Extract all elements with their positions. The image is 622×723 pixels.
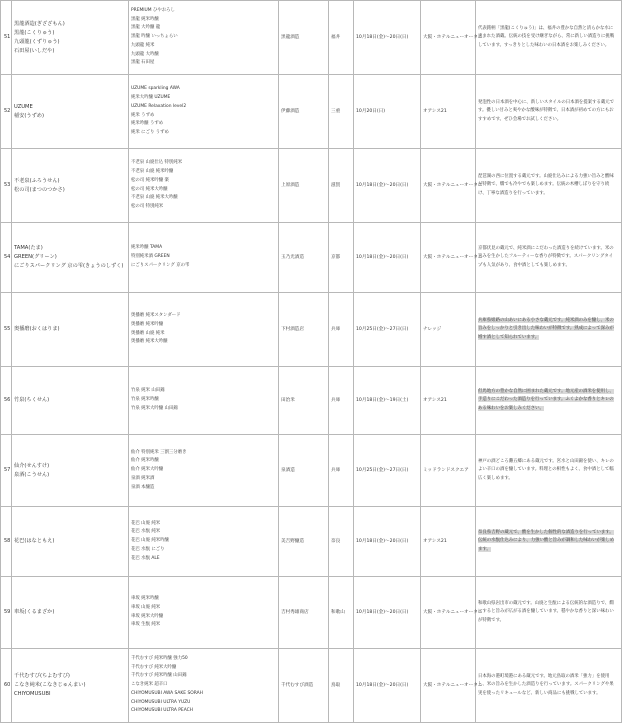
product-name: 花巴 水酛 にごり — [131, 546, 165, 552]
brand-name: 九頭龍(くずりゅう) — [14, 38, 60, 45]
product-name: 黒龍 大吟醸 龍 — [131, 25, 161, 31]
product-name: UZUME Relaxation level2 — [131, 103, 187, 109]
row-number: 52 — [1, 75, 12, 149]
product-name: 花巴 水酛 純米 — [131, 529, 161, 535]
product-name: 車坂 山廃 純米 — [131, 604, 161, 610]
description-text: 京都伏見の蔵元で、純米酒にこだわった酒造りを続けています。米の旨みを生かしたフルーティーな香りが特徴です。スパークリングタイプも人気があり、食中酒としても楽しめます。 — [478, 245, 614, 268]
table-row — [1, 1, 622, 75]
brand-name: 千代むすび(ちよむすび) — [14, 673, 70, 679]
brand-name: 車坂(くるまざか) — [14, 609, 55, 615]
venue: 大阪・ホテルニューオータニ — [421, 149, 476, 223]
product-name: 黒龍 吟醸 いっちょらい — [131, 34, 178, 40]
brand-names — [12, 293, 129, 367]
product-name: 奥播磨 純米スタンダード — [131, 313, 181, 319]
description-text: 日本海の港町境港にある蔵元です。地元鳥取の酒米「強力」を使用し、米の旨みを生かした酒造りを行っています。スパークリングや果実を使ったリキュールなど、新しい商品にも挑戦しています。 — [478, 673, 614, 696]
prefecture: 京都 — [329, 223, 354, 293]
table-row — [1, 367, 622, 435]
brand-name: 花巴(はなともえ) — [14, 538, 55, 544]
product-list — [129, 367, 279, 435]
product-name: 特別純米酒 GREEN — [131, 254, 170, 260]
product-name: 奥播磨 山廃 純米 — [131, 330, 165, 336]
table-row — [1, 577, 622, 649]
product-name: 仙介 特別純米 三割三分磨き — [131, 449, 187, 455]
product-name: 純米吟醸 うずめ — [131, 121, 164, 127]
brewery-name: 下村酒造店 — [279, 293, 329, 367]
product-name: 純米大吟醸 UZUME — [131, 95, 171, 101]
brand-name: こなき純米(こなきじゅんまい) — [14, 682, 86, 688]
product-name: UZUME sparkling AWA — [131, 86, 180, 92]
brewery-name: 田治米 — [279, 367, 329, 435]
product-name: 花巴 山廃 純米吟醸 — [131, 538, 169, 544]
brewery-description — [476, 507, 622, 577]
product-list — [129, 507, 279, 577]
venue: ミッドランドスクエア — [421, 435, 476, 507]
brewery-name: 上原酒造 — [279, 149, 329, 223]
prefecture: 鳥取 — [329, 649, 354, 723]
prefecture: 奈良 — [329, 507, 354, 577]
event-dates: 10月18日(金)〜20日(日) — [354, 649, 421, 723]
product-name: 千代むすび 純米吟醸 山田錦 — [131, 673, 187, 679]
description-text: 発泡性の日本酒を中心に、新しいスタイルの日本酒を提案する蔵元です。優しい甘みと爽やかな酸味が特徴で、日本酒が初めての方にもおすすめです。ぜひ会場でお試しください。 — [478, 99, 615, 122]
row-number: 53 — [1, 149, 12, 223]
brand-name: 泉酒(こうせん) — [14, 471, 50, 478]
brand-names — [12, 367, 129, 435]
product-name: 松の司 特別純米 — [131, 203, 164, 209]
product-name: 奥播磨 純米吟醸 — [131, 321, 164, 327]
product-name: CHIYOMUSUBI ULTRA PEACH — [131, 708, 193, 714]
table-row — [1, 435, 622, 507]
brewery-name: 泉酒造 — [279, 435, 329, 507]
product-name: 純米吟醸 TAMA — [131, 245, 163, 251]
row-number: 54 — [1, 223, 12, 293]
prefecture: 福井 — [329, 1, 354, 75]
venue: 大阪・ホテルニューオータニ — [421, 1, 476, 75]
product-name: 黒龍 石田屋 — [131, 60, 155, 66]
brand-names — [12, 507, 129, 577]
highlighted-description: 兵庫県姫路の山あいにある小さな蔵元です。純米酒のみを醸し、米の旨みをしっかりと引き出した味わいが特徴です。熟成によって深みが増す酒として知られています。 — [478, 317, 614, 340]
event-dates: 10月18日(金)〜20日(日) — [354, 1, 421, 75]
brand-names — [12, 75, 129, 149]
prefecture: 兵庫 — [329, 367, 354, 435]
product-name: 泉酒 本醸造 — [131, 484, 155, 490]
brand-names — [12, 1, 129, 75]
brand-name: GREEN(グリーン) — [14, 254, 57, 260]
description-text: 和歌山県岩出市の蔵元です。山廃と生酛による伝統的な酒造りで、燗にすると旨みが広がる酒を醸しています。穏やかな香りと深い味わいが特徴です。 — [478, 600, 614, 623]
row-number: 59 — [1, 577, 12, 649]
brand-name: UZUME — [14, 103, 33, 110]
table-row — [1, 293, 622, 367]
brand-names — [12, 223, 129, 293]
event-dates: 10月25日(金)〜27日(日) — [354, 435, 421, 507]
brewery-description — [476, 577, 622, 649]
prefecture: 三重 — [329, 75, 354, 149]
product-list — [129, 223, 279, 293]
product-name: 花巴 水酛 ALE — [131, 555, 160, 561]
brand-name: 奥播磨(おくはりま) — [14, 326, 60, 332]
product-name: CHIYOMUSUBI ULTRA YUZU — [131, 699, 191, 705]
event-dates: 10月18日(金)〜20日(日) — [354, 507, 421, 577]
prefecture: 兵庫 — [329, 435, 354, 507]
brand-name: 黒龍酒造(ぎざざもん) — [14, 20, 65, 27]
product-name: 黒龍 純米吟醸 — [131, 16, 159, 22]
brewery-name: 黒龍酒造 — [279, 1, 329, 75]
brand-name: 石田屋(いしだや) — [14, 47, 55, 54]
brewery-description — [476, 1, 622, 75]
venue: ナレッジ — [421, 293, 476, 367]
product-list — [129, 293, 279, 367]
row-number: 51 — [1, 1, 12, 75]
product-name: PREMIUM ひやおろし — [131, 8, 175, 14]
product-name: 不老泉 山廃仕込 特別純米 — [131, 160, 183, 166]
event-dates: 10月18日(金)〜20日(日) — [354, 577, 421, 649]
brand-name: 仙介(せんすけ) — [14, 462, 50, 469]
brewery-description — [476, 367, 622, 435]
product-name: CHIYOMUSUBI AWA SAKE SORAH — [131, 690, 203, 696]
product-name: 九頭龍 大吟醸 — [131, 51, 159, 57]
brand-name: 不老泉(ふろうせん) — [14, 177, 60, 184]
product-name: にごりスパークリング 京の雫 — [131, 262, 190, 268]
event-dates: 10月18日(金)〜20日(日) — [354, 149, 421, 223]
product-name: 車坂 純米大吟醸 — [131, 613, 164, 619]
brewery-description — [476, 223, 622, 293]
row-number: 56 — [1, 367, 12, 435]
brand-names — [12, 149, 129, 223]
row-number: 55 — [1, 293, 12, 367]
event-dates: 10月25日(金)〜27日(日) — [354, 293, 421, 367]
brand-names — [12, 577, 129, 649]
product-name: 松の司 純米吟醸 楽 — [131, 177, 169, 183]
brand-name: TAMA(たま) — [14, 245, 43, 251]
prefecture: 滋賀 — [329, 149, 354, 223]
product-list — [129, 649, 279, 723]
description-text: 琵琶湖の西に位置する蔵元です。山廃仕込みによる力強い旨みと酸味が特徴で、燗でも冷やでも楽しめます。伝統の木槽しぼりを守り続け、丁寧な酒造りを行っています。 — [478, 173, 614, 196]
brewery-description — [476, 649, 622, 723]
table-row — [1, 507, 622, 577]
brand-name: CHIYOMUSUBI — [14, 691, 51, 697]
table-row — [1, 649, 622, 723]
product-list — [129, 75, 279, 149]
product-name: 純米 うずめ — [131, 112, 155, 118]
brand-name: 黒龍(こくりゅう) — [14, 29, 55, 36]
brand-names — [12, 649, 129, 723]
product-name: 竹泉 純米吟醸 — [131, 397, 159, 403]
product-name: 奥播磨 純米大吟醸 — [131, 339, 168, 345]
venue: 大阪・ホテルニューオータニ — [421, 649, 476, 723]
brand-name: 竹泉(ちくせん) — [14, 397, 50, 403]
brewery-name: 美吉野醸造 — [279, 507, 329, 577]
product-name: 泉酒 純米酒 — [131, 475, 155, 481]
venue: オアシス21 — [421, 507, 476, 577]
brand-names — [12, 435, 129, 507]
product-name: 千代むすび 純米大吟醸 — [131, 664, 177, 670]
product-name: 花巴 山廃 純米 — [131, 520, 161, 526]
venue: オアシス21 — [421, 367, 476, 435]
event-dates: 10月18日(金)〜19日(土) — [354, 367, 421, 435]
brewery-description — [476, 75, 622, 149]
description-text: 代表銘柄「黒龍(こくりゅう)」は、福井の豊かな自然と清らかな水に恵まれた酒蔵。伝統の技を受け継ぎながら、常に新しい酒造りに挑戦しています。すっきりとした味わいの日本酒をお楽しみください。 — [478, 25, 615, 48]
product-list — [129, 435, 279, 507]
description-text: 神戸の酒どころ灘五郷にある蔵元です。宮水と山田錦を使い、キレのよい辛口の酒を醸しています。料理との相性もよく、食中酒として幅広く楽しめます。 — [478, 458, 614, 481]
product-name: 竹泉 純米 山田錦 — [131, 388, 165, 394]
event-dates: 10月18日(金)〜20日(日) — [354, 223, 421, 293]
product-list — [129, 1, 279, 75]
brand-name: 稲安(うずめ) — [14, 112, 44, 119]
brewery-name: 千代むすび酒造 — [279, 649, 329, 723]
venue: 大阪・ホテルニューオータニ — [421, 223, 476, 293]
highlighted-description: 但馬地方の豊かな自然に囲まれた蔵元です。地元産の酒米を使用し、手造りにこだわった酒造りを行っています。ふくよかな香りとキレのある味わいをお楽しみください。 — [478, 388, 614, 411]
brand-name: 松の司(まつのつかさ) — [14, 186, 65, 193]
product-name: こなき純米 超辛口 — [131, 682, 168, 688]
highlighted-description: 奈良県吉野の蔵元で、酸を生かした個性的な酒造りを行っています。伝統の水酛仕込みにより、力強い酸と旨みが調和した味わいが楽しめます。 — [478, 529, 615, 552]
product-list — [129, 577, 279, 649]
product-name: 竹泉 純米大吟醸 山田錦 — [131, 405, 178, 411]
product-name: 千代むすび 純米吟醸 強力50 — [131, 656, 188, 662]
product-name: 松の司 純米大吟醸 — [131, 186, 168, 192]
product-name: 不老泉 山廃 純米大吟醸 — [131, 195, 178, 201]
product-name: 仙介 純米大吟醸 — [131, 467, 164, 473]
product-name: 仙介 純米吟醸 — [131, 458, 159, 464]
prefecture: 和歌山 — [329, 577, 354, 649]
product-list — [129, 149, 279, 223]
brewery-description — [476, 293, 622, 367]
event-dates: 10月20日(日) — [354, 75, 421, 149]
product-name: 車坂 生酛 純米 — [131, 622, 161, 628]
prefecture: 兵庫 — [329, 293, 354, 367]
product-name: 車坂 純米吟醸 — [131, 596, 159, 602]
table-row — [1, 149, 622, 223]
product-name: 純米 にごり うずめ — [131, 129, 169, 135]
brewery-name: 玉乃光酒造 — [279, 223, 329, 293]
venue: オアシス21 — [421, 75, 476, 149]
row-number: 58 — [1, 507, 12, 577]
table-row — [1, 223, 622, 293]
row-number: 60 — [1, 649, 12, 723]
table-row — [1, 75, 622, 149]
brewery-name: 伊藤酒造 — [279, 75, 329, 149]
product-name: 不老泉 山廃 純米吟醸 — [131, 169, 174, 175]
brewery-description — [476, 149, 622, 223]
brewery-name: 吉村秀雄商店 — [279, 577, 329, 649]
product-name: 九頭龍 純米 — [131, 42, 155, 48]
venue: 大阪・ホテルニューオータニ — [421, 577, 476, 649]
brand-name: にごりスパークリング 京の雫(きょうのしずく) — [14, 263, 124, 269]
row-number: 57 — [1, 435, 12, 507]
brewery-description — [476, 435, 622, 507]
